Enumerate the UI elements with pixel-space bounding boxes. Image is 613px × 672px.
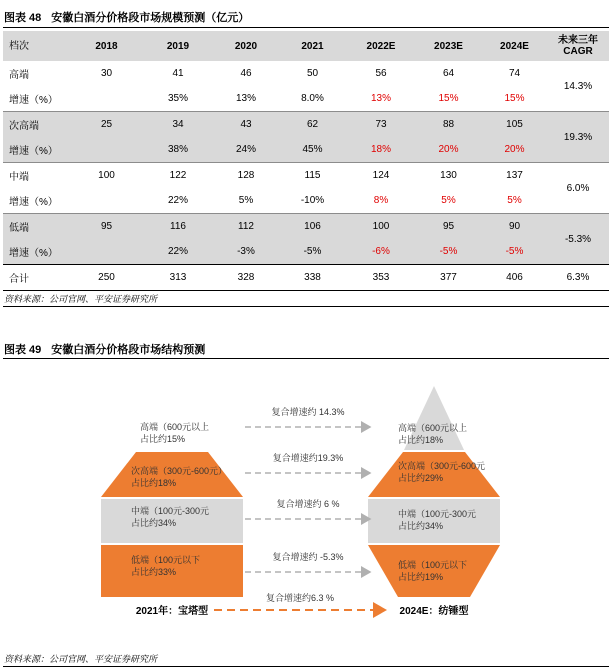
left-layer-label-line1: 低端（100元以下 [131,555,201,565]
total-value-cell: 353 [347,265,415,291]
right-layer-label-line1: 低端（100元以下 [398,560,468,570]
left-caption: 2021年：宝塔型 [135,606,209,617]
right-low-end-layer [368,545,500,597]
growth-cell: -5% [482,239,547,265]
figure49-title-text: 安徽白酒分价格段市场结构预测 [51,344,206,356]
right-layer-label-line2: 占比约29% [398,473,444,483]
right-layer-label-line2: 占比约34% [398,521,444,531]
growth-cell: -3% [214,239,278,265]
segment-value-cell: 95 [415,214,482,240]
segment-value-cell: 74 [508,68,521,79]
left-layer-label-line2: 占比约15% [140,434,186,444]
growth-cell: -10% [300,195,325,206]
segment-value-cell: 25 [71,112,142,138]
growth-cell: 35% [167,93,188,104]
segment-value-cell: 56 [375,68,387,79]
header-cagr-line1: 未来三年 [558,35,598,46]
total-label: 合计 [3,265,71,291]
growth-cell: 24% [214,137,278,163]
growth-cell: 20% [482,137,547,163]
growth-cell: 45% [278,137,347,163]
total-value-cell: 250 [71,265,142,291]
growth-cell: 13% [370,93,391,104]
growth-cell: 5% [238,195,254,206]
segment-value-cell: 73 [347,112,415,138]
segment-value-cell: 88 [415,112,482,138]
segment-value-cell: 100 [347,214,415,240]
growth-cell: 8% [373,195,389,206]
growth-cell: 22% [167,195,188,206]
left-layer-label-line2: 占比约33% [131,567,177,577]
segment-value-cell: 62 [278,112,347,138]
cagr-arrow-label: 复合增速约 6 % [276,499,340,509]
segment-value-cell: 105 [482,112,547,138]
cagr-arrow-label: 复合增速约19.3% [272,453,344,463]
segment-name: 次高端 [3,112,71,138]
segment-value-cell: 137 [482,163,547,189]
growth-cell: 13% [235,93,256,104]
segment-value-cell: 112 [214,214,278,240]
growth-cell: 5% [441,195,456,206]
cagr-arrow-label: 复合增速约 14.3% [271,407,345,417]
segment-value-cell: 90 [482,214,547,240]
growth-cell: -5% [278,239,347,265]
growth-label: 增速（%） [9,95,58,106]
segment-value-cell: 116 [142,214,214,240]
total-value-cell: 377 [415,265,482,291]
header-year: 2023E [415,31,482,61]
segment-value-cell: 41 [172,68,184,79]
segment-cagr-cell: 19.3% [547,112,609,163]
growth-label: 增速（%） [9,197,58,208]
header-cagr-line2: CAGR [563,46,593,57]
segment-cagr-cell: 6.0% [547,163,609,214]
growth-cell: -5% [415,239,482,265]
growth-cell: 18% [347,137,415,163]
growth-label: 增速（%） [3,239,71,265]
growth-label: 增速（%） [3,137,71,163]
left-layer-label-line1: 次高端（300元-600元） [131,466,228,476]
segment-name: 低端 [3,214,71,240]
left-layer-label-line1: 中端（100元-300元 [131,506,210,516]
growth-cell: 15% [504,93,525,104]
left-layer-label-line2: 占比约18% [131,478,177,488]
growth-cell: -6% [347,239,415,265]
growth-cell: 5% [507,195,522,206]
header-category: 档次 [3,31,71,61]
right-layer-label-line2: 占比约19% [398,572,444,582]
figure49-source: 资料来源：公司官网、平安证券研究所 [4,654,158,664]
total-value-cell: 338 [278,265,347,291]
segment-value-cell: 30 [100,68,113,79]
segment-value-cell: 64 [442,68,455,79]
segment-value-cell: 115 [278,163,347,189]
growth-cell: 20% [415,137,482,163]
header-year: 2021 [278,31,347,61]
cagr-arrow-label: 复合增速约 -5.3% [272,552,344,562]
header-year: 2022E [347,31,415,61]
segment-value-cell: 128 [214,163,278,189]
segment-value-cell: 43 [214,112,278,138]
total-value-cell: 406 [482,265,547,291]
segment-name: 中端 [3,163,71,189]
segment-value-cell: 46 [240,68,252,79]
segment-cagr-cell: -5.3% [547,214,609,265]
growth-cell: 15% [438,93,459,104]
segment-value-cell: 130 [415,163,482,189]
total-value-cell: 328 [214,265,278,291]
header-year: 2020 [214,31,278,61]
total-cagr-cell: 6.3% [547,265,609,291]
figure48-title-text: 安徽白酒分价格段市场规模预测（亿元） [51,12,250,24]
segment-value-cell: 50 [306,68,319,79]
segment-value-cell: 124 [347,163,415,189]
right-layer-label-line2: 占比约18% [398,435,444,445]
left-layer-label-line2: 占比约34% [131,518,177,528]
right-layer-label-line1: 次高端（300元-600元 [398,461,486,471]
overall-cagr-label: 复合增速约6.3 % [265,593,335,603]
header-year: 2018 [71,31,142,61]
segment-value-cell: 100 [71,163,142,189]
growth-cell: 22% [142,239,214,265]
growth-cell: 38% [142,137,214,163]
left-layer-label-line1: 高端（600元以上 [140,422,210,432]
right-caption: 2024E：纺锤型 [399,606,469,617]
segment-value-cell: 34 [142,112,214,138]
segment-name: 高端 [9,70,29,81]
header-year: 2024E [482,31,547,61]
right-layer-label-line1: 中端（100元-300元 [398,509,477,519]
figure48-source: 资料来源：公司官网、平安证券研究所 [4,294,158,304]
header-year: 2019 [142,31,214,61]
right-layer-label-line1: 高端（600元以上 [398,423,468,433]
growth-cell: 8.0% [301,93,324,104]
segment-value-cell: 95 [71,214,142,240]
segment-cagr-cell: 14.3% [563,80,593,92]
figure49-number: 图表 49 [4,344,42,356]
segment-value-cell: 106 [278,214,347,240]
segment-value-cell: 122 [142,163,214,189]
figure49-bottom-rule [3,666,609,667]
figure48-number: 图表 48 [4,12,42,24]
total-value-cell: 313 [142,265,214,291]
